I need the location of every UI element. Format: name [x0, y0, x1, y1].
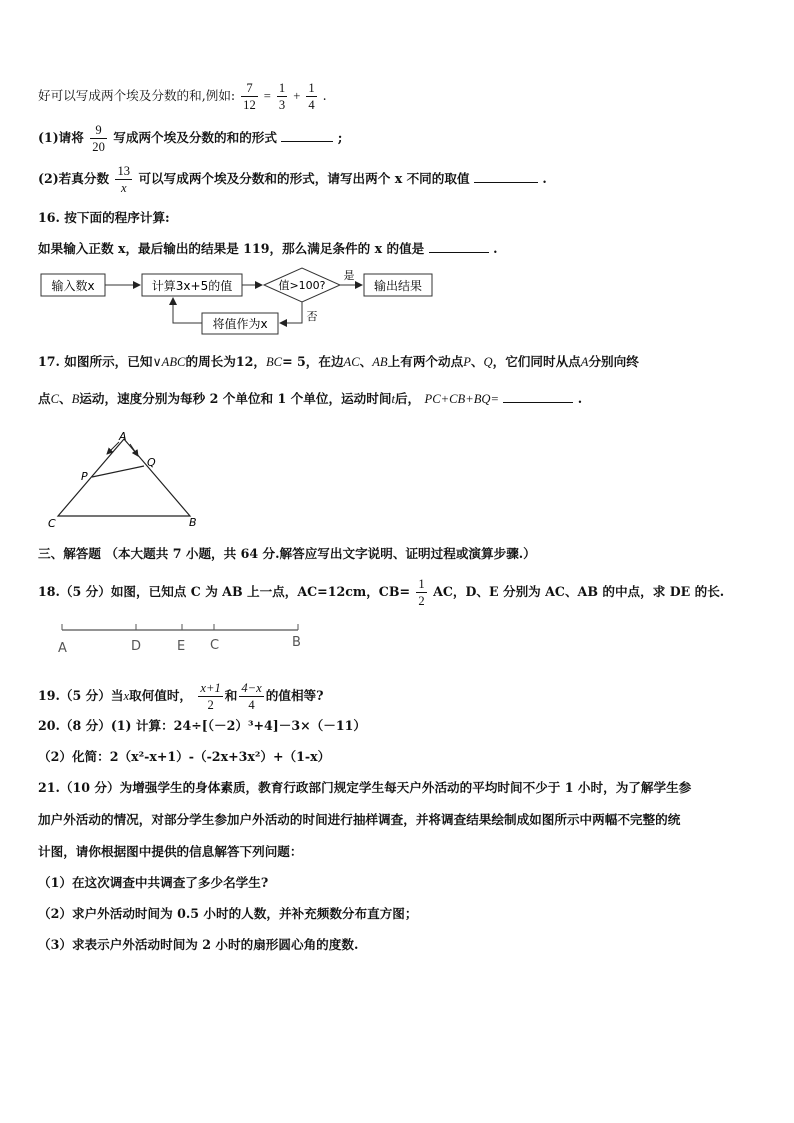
q15-intro-line: 好可以写成两个埃及分数的和,例如: $\frac{7}{12}$ = $\frac{1}{3}$ + $\frac{1}{4}$ . — [38, 81, 327, 112]
q15-part2: (2)若真分数 $\frac{13}{x}$ 可以写成两个埃及分数和的形式，请写出两个 x 不同的取值 . — [38, 164, 547, 195]
fraction-1-4: $\frac{1}{4}$ — [308, 81, 315, 112]
flow-assign-label: 将值作为x — [212, 317, 268, 331]
q21-line3: 计图，请你根据图中提供的信息解答下列问题： — [38, 844, 303, 859]
section3-heading: 三、解答题 （本大题共 7 小题，共 64 分.解答应写出文字说明、证明过程或演算步骤.） — [38, 546, 536, 561]
equals-sign: = — [263, 89, 271, 103]
point-c-label: C — [210, 638, 220, 653]
fraction-9-20: $\frac{9}{20}$ — [92, 123, 105, 154]
q20-part2: （2）化简：2（x²-x+1）-（-2x+3x²）+（1-x） — [38, 749, 331, 764]
q21-sub3: （3）求表示户外活动时间为 2 小时的扇形圆心角的度数. — [38, 937, 359, 952]
fraction-13-x: $\frac{13}{x}$ — [117, 164, 131, 195]
label-a: A — [119, 430, 127, 443]
answer-blank[interactable] — [474, 170, 538, 183]
label-q: Q — [147, 456, 156, 469]
q15-part1: (1)请将 $\frac{9}{20}$ 写成两个埃及分数的和的形式 ; — [38, 123, 343, 154]
q20-part1: 20.（8 分）(1) 计算：24÷[（－2）³+4]－3×（－11） — [38, 718, 366, 733]
q17-expression: PC+CB+BQ= — [424, 392, 499, 406]
q21-line2: 加户外活动的情况，对部分学生参加户外活动的时间进行抽样调查，并将调查结果绘制成如图所示中两幅不完整的统 — [38, 812, 681, 827]
fraction-1-3: $\frac{1}{3}$ — [278, 81, 286, 112]
q17-triangle-figure — [44, 430, 214, 530]
point-b-label: B — [292, 635, 301, 650]
label-p: P — [81, 470, 88, 483]
fraction-x-plus-1-over-2: $\frac{x+1}{2}$ — [200, 681, 221, 712]
q15-intro: 好可以写成两个埃及分数的和,例如: — [38, 88, 236, 103]
flow-output-label: 输出结果 — [373, 279, 423, 293]
answer-blank[interactable] — [503, 390, 573, 403]
point-a-label: A — [58, 641, 67, 656]
q17-line2: 点C、B运动，速度分别为每秒 2 个单位和 1 个单位，运动时间t后， PC+CB+BQ= . — [38, 391, 583, 406]
flow-yes-label: 是 — [343, 269, 355, 282]
q16-text: 如果输入正数 x，最后输出的结果是 119，那么满足条件的 x 的值是 . — [38, 241, 498, 256]
q16-flowchart — [36, 266, 446, 338]
q21-sub1: （1）在这次调查中共调查了多少名学生? — [38, 875, 269, 890]
q21-sub2: （2）求户外活动时间为 0.5 小时的人数，并补充频数分布直方图； — [38, 906, 418, 921]
arrow-a-to-b — [130, 444, 138, 456]
plus-sign: + — [293, 89, 301, 103]
flow-condition-label: 值>100? — [278, 279, 326, 292]
fraction-7-12: $\frac{7}{12}$ — [243, 81, 256, 112]
q17-line1: 17. 如图所示，已知∨ABC的周长为12，BC= 5，在边AC、AB上有两个动点P、Q，它们同时从点A分别向终 — [38, 354, 639, 369]
fraction-1-2: $\frac{1}{2}$ — [418, 577, 425, 608]
point-e-label: E — [177, 639, 186, 654]
q18-text: 18.（5 分）如图，已知点 C 为 AB 上一点，AC=12cm，CB= $\frac{1}{2}$ AC，D、E 分别为 AC、AB 的中点，求 DE 的长. — [38, 577, 725, 608]
triangle-abc — [58, 439, 190, 516]
q21-line1: 21.（10 分）为增强学生的身体素质，教育行政部门规定学生每天户外活动的平均时间不少于 1 小时，为了解学生参 — [38, 780, 692, 795]
label-c: C — [48, 517, 56, 530]
flow-no-label: 否 — [306, 310, 318, 323]
flow-compute-label: 计算3x+5的值 — [151, 279, 233, 293]
q16-title: 16. 按下面的程序计算: — [38, 210, 170, 225]
label-b: B — [189, 516, 197, 529]
point-d-label: D — [131, 639, 142, 654]
q19-text: 19.（5 分）当x取何值时， $\frac{x+1}{2}$ 和 $\frac{4-x}{4}$ 的值相等? — [38, 681, 324, 712]
answer-blank[interactable] — [281, 129, 333, 142]
flow-input-label: 输入数x — [51, 279, 95, 293]
answer-blank[interactable] — [429, 240, 489, 253]
fraction-4-minus-x-over-4: $\frac{4-x}{4}$ — [241, 681, 262, 712]
q18-segment-figure — [54, 616, 314, 658]
